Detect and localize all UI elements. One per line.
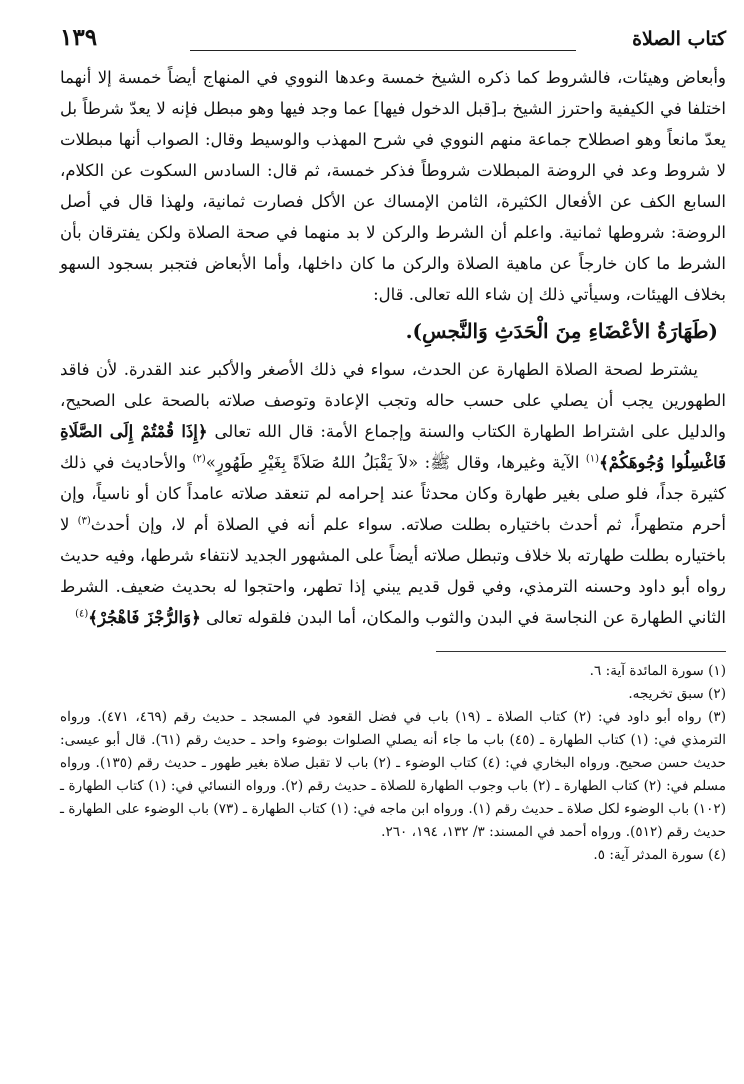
text-run: والأحاديث في ذلك كثيرة جداً، فلو صلى بغير طهارة وكان محدثاً عند إحرامه لم تنعقد صلاته عامداً كان أو ناسياً، وإن أحرم متطهراً، ثم أحدث باختياره بطلت صلاته. سواء علم أنه في الصلاة أم لا، وإن أحدث: [60, 453, 726, 534]
footnotes: [60, 660, 726, 867]
page-number: ١٣٩: [60, 24, 98, 51]
footnote-3: (٣) رواه أبو داود في: (٢) كتاب الصلاة ـ (١٩) باب في فضل القعود في المسجد ـ حديث رقم (٤٦٩، ٤٧١). ورواه الترمذي في: (١) كتاب الطهارة ـ (٤٥) باب ما جاء أنه يصلي الصلوات بوضوء واحد ـ حديث رقم (٦١). قال أبو عيسى: حديث حسن صحيح. ورواه البخاري في: (٤) كتاب الوضوء ـ (٢) باب لا تقبل صلاة بغير طهور ـ حديث رقم (١٣٥). ورواه مسلم في: (٢) كتاب الطهارة ـ (٢) باب وجوب الطهارة للصلاة ـ حديث رقم (٢). ورواه النسائي في: (١) كتاب الطهارة ـ (١٠٢) باب الوضوء لكل صلاة ـ حديث رقم (١). ورواه ابن ماجه في: (١) كتاب الطهارة ـ (٧٣) باب الوضوء على الطهارة ـ حديث رقم (٥١٢). ورواه أحمد في المسند: ٣/ ١٣٢، ١٩٤، ٢٦٠.: [60, 709, 727, 840]
text-run: لا باختياره بطلت طهارته بلا خلاف وتبطل صلاته أيضاً على المشهور الجديد لانتفاء شرطها، وفيه حديث رواه أبو داود وحسنه الترمذي، وفي قول قديم يبني إذا تطهر، واحتجوا له بحديث ضعيف. الشرط الثاني الطهارة عن النجاسة في البدن والثوب والمكان، أما البدن فلقوله تعالى: [60, 515, 726, 627]
body-text: [60, 62, 726, 633]
footnote-ref: (٣): [77, 515, 91, 527]
running-title: كتاب الصلاة: [632, 28, 726, 50]
book-page: [60, 24, 727, 867]
footnote-1: (١) سورة المائدة آية: ٦.: [589, 663, 726, 679]
quran-verse: ﴿إِذَا قُمْتُمْ إِلَى الصَّلَاةِ فَاغْسِلُوا وُجُوهَكُمْ﴾: [60, 422, 726, 472]
footnote-separator: [436, 651, 726, 652]
footnote-ref: (١): [585, 453, 600, 465]
paragraph-intro: وأبعاض وهيئات، فالشروط كما ذكره الشيخ خمسة وعدها النووي في المنهاج أيضاً خمسة إلا أنهما اختلفا في الكيفية واحترز الشيخ بـ[قبل الدخول فيها] عما وجد فيها وهو مبطل فإنه لا يعدّ شرطاً بل يعدّ مانعاً وهو اصطلاح جماعة منهم النووي في شرح المهذب والوسيط وقال: الصواب أنها مبطلات لا شروط وعد في الروضة المبطلات شروطاً فذكر خمسة، ثم قال: السادس السكوت عن الكلام، السابع الكف عن الأفعال الكثيرة، الثامن الإمساك عن الأكل فصارت ثمانية، ولهذا قال في أصل الروضة: شروطها ثمانية. واعلم أن الشرط والركن لا بد منهما في صحة الصلاة ولكن يفترقان بأن الشرط ما كان خارجاً عن ماهية الصلاة والركن ما كان داخلها، وأما الأبعاض فتجبر بسجود السهو بخلاف الهيئات، وسيأتي ذلك إن شاء الله تعالى. قال:: [60, 68, 726, 304]
paragraph-purity: [60, 354, 726, 633]
footnote-4: (٤) سورة المدثر آية: ٥.: [593, 847, 726, 863]
footnote-ref: (٤): [75, 608, 89, 620]
quran-verse: ﴿وَالرُّجْزَ فَاهْجُرْ﴾: [88, 608, 201, 627]
footnote-2: (٢) سبق تخريجه.: [628, 686, 726, 702]
section-heading: (طَهَارَةُ الأعْضَاءِ مِنَ الْحَدَثِ وَالنَّجسِ).: [405, 319, 718, 343]
text-run: الآية وغيرها، وقال ﷺ: «لاَ يَقْبَلُ اللهُ صَلاَةً بِغَيْرِ طَهُورٍ»: [205, 453, 580, 472]
text-run: يشترط لصحة الصلاة الطهارة عن الحدث، سواء في ذلك الأصغر والأكبر عند القدرة. لأن فاقد الطهورين يجب أن يصلي على حسب حاله وتجب الإعادة وتوصف صلاته بالصحة على الصحيح، والدليل على اشتراط الطهارة الكتاب والسنة وإجماع الأمة: قال الله تعالى: [60, 360, 726, 441]
footnote-ref: (٢): [192, 453, 206, 465]
page-header: [60, 24, 726, 62]
header-rule: [190, 50, 576, 51]
